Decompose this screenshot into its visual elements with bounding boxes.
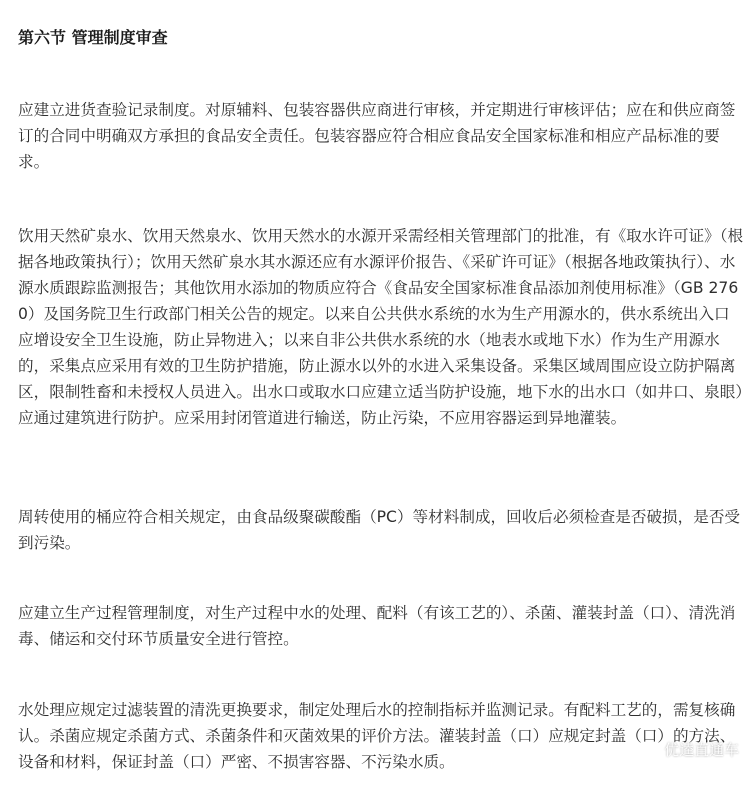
paragraph-water-treatment: 水处理应规定过滤装置的清洗更换要求，制定处理后水的控制指标并监测记录。有配料工艺的，需复核确认。杀菌应规定杀菌方式、杀菌条件和灭菌效果的评价方法。灌装封盖（口）应规定封盖（口）的方法、设备和材料，保证封盖（口）严密、不损害容器、不污染水质。	[18, 701, 736, 771]
paragraph-water-source: 饮用天然矿泉水、饮用天然泉水、饮用天然水的水源开采需经相关管理部门的批准，有《取水许可证》（根据各地政策执行）；饮用天然矿泉水其水源还应有水源评价报告、《采矿许可证》（根据各地政策执行）、水源水质跟踪监测报告；其他饮用水添加的物质应符合《食品安全国家标准食品添加剂使用标准》（GB 2760）及国务院卫生行政部门相关公告的规定。以来自公共供水系统的水为生产用源水的，供水系统出入口应增设安全卫生设施，防止异物进入；以来自非公共供水系统的水（地表水或地下水）作为生产用源水的，采集点应采用有效的卫生防护措施，防止源水以外的水进入采集设备。采集区域周围应设立防护隔离区，限制牲畜和未授权人员进入。出水口或取水口应建立适当防护设施，地下水的出水口（如井口、泉眼）应通过建筑进行防护。应采用封闭管道进行输送，防止污染，不应用容器运到异地灌装。	[18, 227, 744, 427]
watermark	[636, 740, 739, 760]
paragraph-supplier-inspection: 应建立进货查验记录制度。对原辅料、包装容器供应商进行审核，并定期进行审核评估；应在和供应商签订的合同中明确双方承担的食品安全责任。包装容器应符合相应食品安全国家标准和相应产品标准的要求。	[18, 101, 736, 171]
section-title: 第六节 管理制度审查	[18, 28, 168, 47]
paragraph-reusable-barrels: 周转使用的桶应符合相关规定，由食品级聚碳酸酯（PC）等材料制成，回收后必须检查是否破损，是否受到污染。	[18, 508, 741, 552]
watermark-text: 优逵直通车	[663, 741, 739, 759]
paragraph-production-process: 应建立生产过程管理制度，对生产过程中水的处理、配料（有该工艺的）、杀菌、灌装封盖（口）、清洗消毒、储运和交付环节质量安全进行管控。	[18, 604, 736, 648]
wechat-icon	[636, 741, 658, 759]
